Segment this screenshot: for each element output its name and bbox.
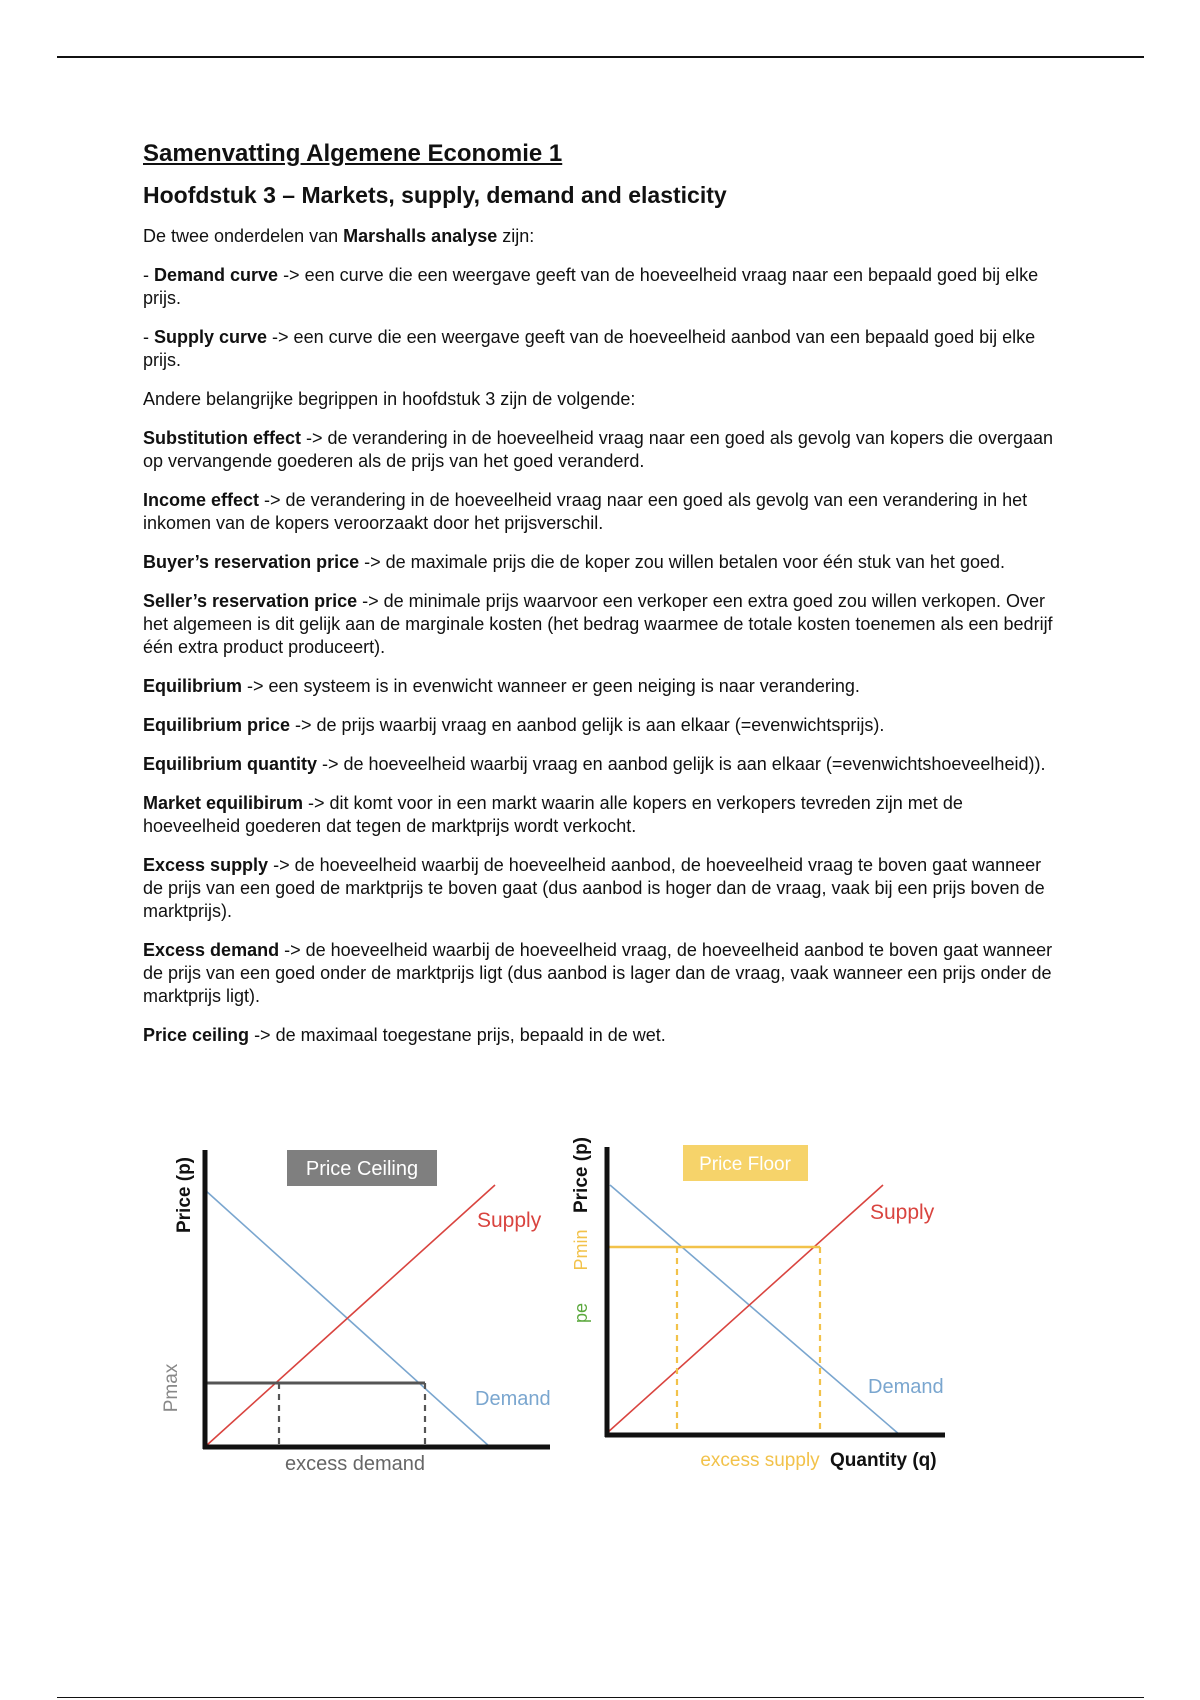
definition-text: -> de prijs waarbij vraag en aanbod gelijk is aan elkaar (=evenwichtsprijs). — [290, 715, 885, 735]
definition-term: Seller’s reservation price — [143, 591, 358, 611]
def-sellers-reservation-price — [143, 590, 1063, 659]
other-concepts-intro: Andere belangrijke begrippen in hoofdstuk 3 zijn de volgende: — [143, 389, 636, 409]
bullet-demand-curve — [143, 264, 1063, 310]
ceiling-supply-line — [207, 1185, 495, 1445]
intro-paragraph — [143, 225, 1063, 248]
floor-supply-label: Supply — [870, 1201, 935, 1224]
floor-excess-supply-label: excess supply — [700, 1450, 820, 1471]
intro-bold: Marshalls analyse — [343, 226, 498, 246]
bullet-term: Supply curve — [154, 327, 268, 347]
def-income-effect — [143, 489, 1063, 535]
def-buyers-reservation-price — [143, 551, 1063, 574]
definition-term: Equilibrium price — [143, 715, 291, 735]
ceiling-y-axis-label: Price (p) — [174, 1156, 195, 1234]
definition-text: -> de hoeveelheid waarbij de hoeveelheid vraag, de hoeveelheid aanbod te boven gaat wanneer de prijs van een goed onder de marktprijs ligt (dus aanbod is lager dan de vraag, vaak wanneer een prijs onder de marktprijs ligt). — [143, 940, 1053, 1006]
def-market-equilibrium — [143, 792, 1063, 838]
bullet-text: -> een curve die een weergave geeft van de hoeveelheid aanbod van een bepaald goed bij elke prijs. — [143, 327, 1036, 370]
intro-pre: De twee onderdelen van — [143, 226, 344, 246]
price-ceiling-chart — [161, 1150, 551, 1475]
definition-text: -> de verandering in de hoeveelheid vraag naar een goed als gevolg van kopers die overgaan op vervangende goederen als de prijs van het goed veranderd. — [143, 428, 1054, 471]
definition-text: -> de maximale prijs die de koper zou willen betalen voor één stuk van het goed. — [359, 552, 1005, 572]
document-body — [143, 140, 1063, 1063]
bullet-supply-curve — [143, 326, 1063, 372]
definition-text: -> de maximaal toegestane prijs, bepaald in de wet. — [249, 1025, 666, 1045]
ceiling-pmax-label: Pmax — [161, 1363, 182, 1413]
definition-text: -> de verandering in de hoeveelheid vraag naar een goed als gevolg van een verandering in het inkomen van de kopers veroorzaakt door het prijsverschil. — [143, 490, 1028, 533]
top-rule — [57, 56, 1144, 58]
definition-text: -> de minimale prijs waarvoor een verkoper een extra goed zou willen verkopen. Over het algemeen is dit gelijk aan de marginale kosten (het bedrag waarmee de totale kosten toenemen als een bedrijf één extra product produceert). — [143, 591, 1053, 657]
bottom-rule — [57, 1697, 1144, 1698]
definition-text: -> de hoeveelheid waarbij de hoeveelheid aanbod, de hoeveelheid vraag te boven gaat wanneer de prijs van een goed de marktprijs te boven gaat (dus aanbod is hoger dan de vraag, vaak bij een prijs boven de marktprijs). — [143, 855, 1045, 921]
definition-term: Price ceiling — [143, 1025, 250, 1045]
floor-demand-label: Demand — [868, 1376, 944, 1398]
def-substitution-effect — [143, 427, 1063, 473]
definition-text: -> de hoeveelheid waarbij vraag en aanbod gelijk is aan elkaar (=evenwichtshoeveelheid)). — [317, 754, 1046, 774]
bullet-text: -> een curve die een weergave geeft van de hoeveelheid vraag naar een bepaald goed bij elke prijs. — [143, 265, 1039, 308]
def-excess-demand — [143, 939, 1063, 1008]
definition-term: Equilibrium — [143, 676, 242, 696]
bullet-prefix: - — [143, 265, 154, 285]
ceiling-demand-label: Demand — [475, 1388, 551, 1410]
floor-pmin-label: Pmin — [571, 1229, 591, 1271]
definition-term: Income effect — [143, 490, 260, 510]
def-equilibrium-price — [143, 714, 1063, 737]
figures-svg — [155, 1135, 955, 1485]
intro-post: zijn: — [497, 226, 535, 246]
definition-term: Excess supply — [143, 855, 269, 875]
floor-pe-label: pe — [571, 1302, 591, 1324]
floor-x-axis-label: Quantity (q) — [830, 1450, 937, 1471]
definition-term: Equilibrium quantity — [143, 754, 317, 774]
chapter-heading: Hoofdstuk 3 – Markets, supply, demand and elasticity — [143, 182, 727, 208]
document-title: Samenvatting Algemene Economie 1 — [143, 140, 563, 167]
ceiling-excess-demand-label: excess demand — [284, 1453, 426, 1475]
floor-title: Price Floor — [699, 1154, 791, 1175]
definition-text: -> dit komt voor in een markt waarin alle kopers en verkopers tevreden zijn met de hoeveelheid goederen dat tegen de marktprijs wordt verkocht. — [143, 793, 963, 836]
ceiling-title: Price Ceiling — [305, 1158, 419, 1180]
bullet-term: Demand curve — [154, 265, 279, 285]
def-equilibrium — [143, 675, 1063, 698]
bullet-prefix: - — [143, 327, 154, 347]
price-control-figures — [155, 1135, 955, 1485]
definition-term: Market equilibirum — [143, 793, 304, 813]
def-equilibrium-quantity — [143, 753, 1063, 776]
definition-term: Buyer’s reservation price — [143, 552, 360, 572]
floor-y-axis-label: Price (p) — [571, 1136, 592, 1214]
floor-demand-line — [610, 1185, 900, 1435]
definition-text: -> een systeem is in evenwicht wanneer er geen neiging is naar verandering. — [242, 676, 860, 696]
floor-supply-line — [607, 1185, 883, 1433]
definition-term: Substitution effect — [143, 428, 301, 448]
definition-term: Excess demand — [143, 940, 280, 960]
def-excess-supply — [143, 854, 1063, 923]
def-price-ceiling — [143, 1024, 1063, 1047]
ceiling-supply-label: Supply — [477, 1209, 542, 1232]
price-floor-chart — [571, 1137, 945, 1471]
